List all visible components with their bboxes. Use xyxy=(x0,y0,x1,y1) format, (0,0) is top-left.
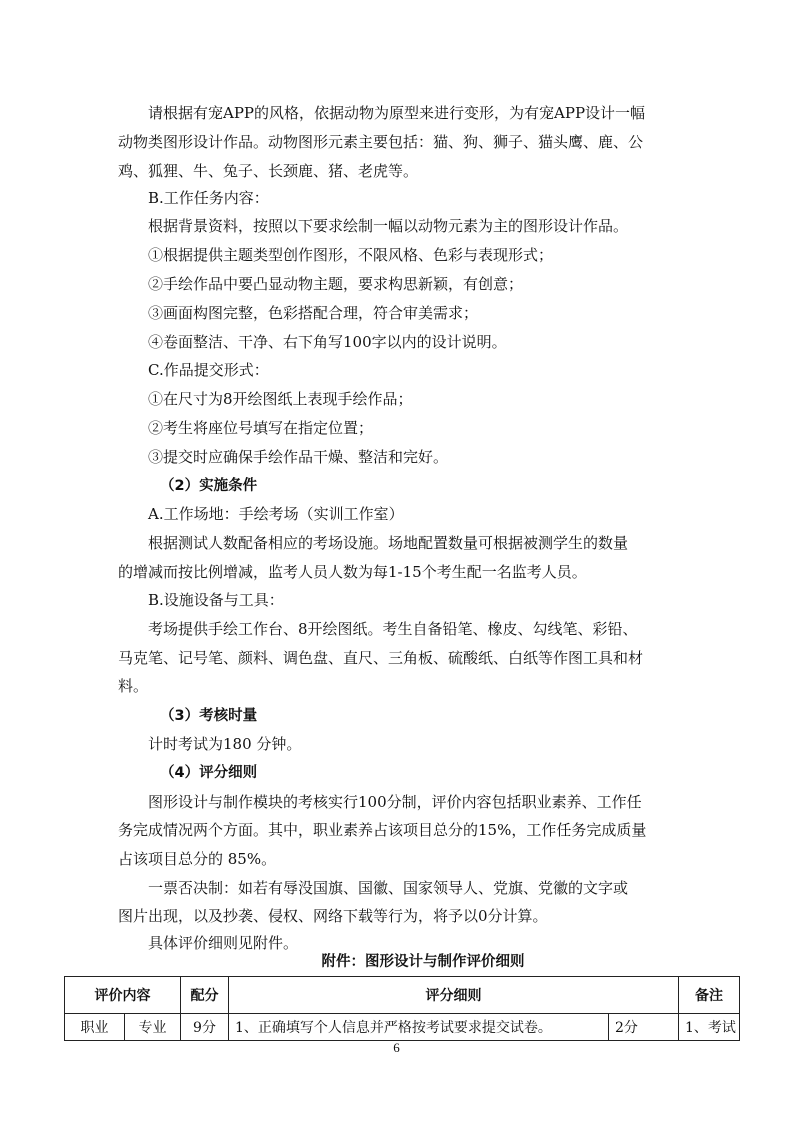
table-caption: 附件：图形设计与制作评价细则 xyxy=(321,954,525,970)
section-label: A.工作场地：手绘考场（实训工作室） xyxy=(148,505,404,523)
header-detail: 评分细则 xyxy=(229,977,679,1014)
paragraph-line: 根据测试人数配备相应的考场设施。场地配置数量可根据被测学生的数量 xyxy=(148,534,629,552)
page-number: 6 xyxy=(393,1040,400,1055)
section-label: C.作品提交形式： xyxy=(148,361,269,379)
paragraph-line: 根据背景资料，按照以下要求绘制一幅以动物元素为主的图形设计作品。 xyxy=(148,217,629,235)
paragraph-line: 具体评价细则见附件。 xyxy=(148,934,299,952)
paragraph-line: 务完成情况两个方面。其中，职业素养占该项目总分的15%，工作任务完成质量 xyxy=(118,821,647,839)
paragraph-line: 计时考试为180 分钟。 xyxy=(148,735,302,753)
cell-remark: 1、考试 xyxy=(679,1014,740,1041)
cell-category: 职业 xyxy=(65,1014,125,1041)
header-content: 评价内容 xyxy=(65,977,181,1014)
list-item: ①在尺寸为8开绘图纸上表现手绘作品； xyxy=(148,390,413,408)
section-label: B.工作任务内容： xyxy=(148,189,269,207)
list-item: ④卷面整洁、干净、右下角写100字以内的设计说明。 xyxy=(148,333,507,351)
header-remark: 备注 xyxy=(679,977,740,1014)
table-row xyxy=(65,1014,740,1041)
list-item: ③画面构图完整，色彩搭配合理，符合审美需求； xyxy=(148,304,479,322)
list-item: ③提交时应确保手绘作品干燥、整洁和完好。 xyxy=(148,448,449,466)
paragraph-line: 马克笔、记号笔、颜料、调色盘、直尺、三角板、硫酸纸、白纸等作图工具和材 xyxy=(118,649,644,667)
cell-subcategory: 专业 xyxy=(125,1014,181,1041)
paragraph-line: 考场提供手绘工作台、8开绘图纸。考生自备铅笔、橡皮、勾线笔、彩铅、 xyxy=(148,620,638,638)
section-label: B.设施设备与工具： xyxy=(148,591,284,609)
header-score: 配分 xyxy=(181,977,229,1014)
list-item: ②考生将座位号填写在指定位置； xyxy=(148,419,374,437)
paragraph-line: 鸡、狐狸、牛、兔子、长颈鹿、猪、老虎等。 xyxy=(118,162,419,180)
section-heading: （4）评分细则 xyxy=(160,765,258,781)
paragraph-line: 占该项目总分的 85%。 xyxy=(118,850,277,868)
paragraph-line: 的增减而按比例增减，监考人员人数为每1-15个考生配一名监考人员。 xyxy=(118,563,587,581)
paragraph-line: 图片出现，以及抄袭、侵权、网络下载等行为，将予以0分计算。 xyxy=(118,907,548,925)
list-item: ①根据提供主题类型创作图形，不限风格、色彩与表现形式； xyxy=(148,246,554,264)
paragraph-line: 图形设计与制作模块的考核实行100分制，评价内容包括职业素养、工作任 xyxy=(148,793,642,811)
cell-score: 9分 xyxy=(181,1014,229,1041)
section-heading: （3）考核时量 xyxy=(160,708,258,724)
paragraph-line: 料。 xyxy=(118,677,149,695)
paragraph-line: 动物类图形设计作品。动物图形元素主要包括：猫、狗、狮子、猫头鹰、鹿、公 xyxy=(118,133,644,151)
table-header-row xyxy=(65,977,740,1014)
cell-detail: 1、正确填写个人信息并严格按考试要求提交试卷。 xyxy=(229,1014,609,1041)
evaluation-table xyxy=(64,976,740,1041)
list-item: ②手绘作品中要凸显动物主题，要求构思新颖，有创意； xyxy=(148,275,524,293)
cell-points: 2分 xyxy=(609,1014,679,1041)
paragraph-line: 请根据有宠APP的风格，依据动物为原型来进行变形，为有宠APP设计一幅 xyxy=(148,104,646,122)
paragraph-line: 一票否决制：如若有辱没国旗、国徽、国家领导人、党旗、党徽的文字或 xyxy=(148,879,629,897)
section-heading: （2）实施条件 xyxy=(160,478,258,494)
